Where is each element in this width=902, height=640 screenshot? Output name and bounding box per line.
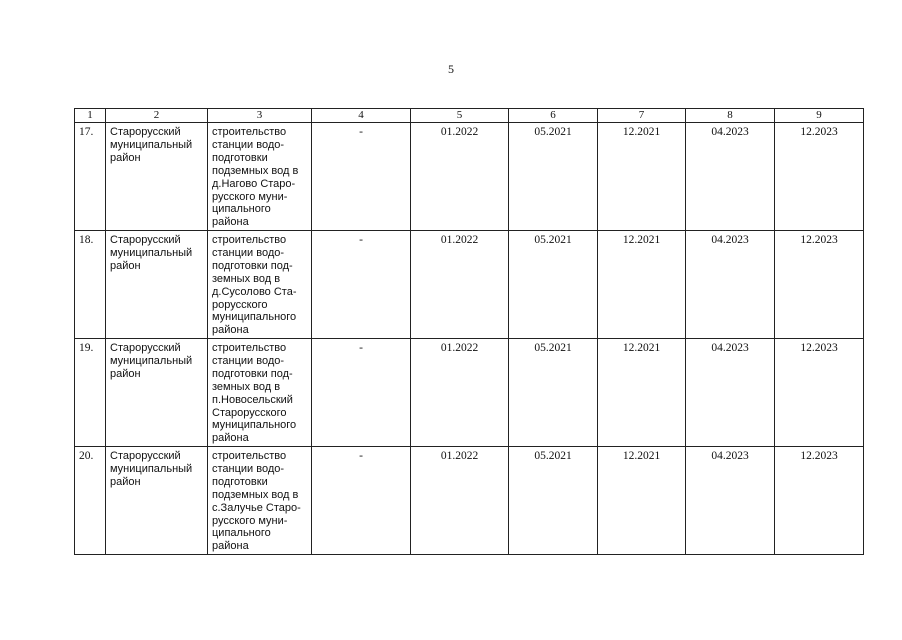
description-cell <box>208 447 312 555</box>
column-6-date: 05.2021 <box>509 447 598 555</box>
description-line: земных вод в <box>212 380 281 393</box>
column-5-date: 01.2022 <box>411 339 509 447</box>
description-line: подготовки под- <box>212 259 293 272</box>
column-header-8: 8 <box>686 109 775 123</box>
column-header-6: 6 <box>509 109 598 123</box>
column-7-date: 12.2021 <box>598 447 686 555</box>
description-line: района <box>212 324 249 337</box>
row-number: 19. <box>75 339 106 447</box>
description-cell <box>208 339 312 447</box>
description-cell <box>208 123 312 231</box>
column-4-cell: - <box>312 231 411 339</box>
description-line: д.Нагово Старо- <box>212 177 296 190</box>
description-line: подготовки <box>212 151 268 164</box>
row-number: 18. <box>75 231 106 339</box>
description-line: станции водо- <box>212 462 285 475</box>
column-header-9: 9 <box>775 109 864 123</box>
region-cell <box>106 123 208 231</box>
table-row <box>75 231 864 339</box>
description-line: строительство <box>212 450 287 462</box>
region-line: район <box>110 259 141 272</box>
table-row <box>75 339 864 447</box>
column-8-date: 04.2023 <box>686 123 775 231</box>
description-line: русского муни- <box>212 514 288 527</box>
description-line: земных вод в <box>212 272 281 285</box>
column-7-date: 12.2021 <box>598 231 686 339</box>
column-9-date: 12.2023 <box>775 231 864 339</box>
description-line: района <box>212 432 249 445</box>
column-9-date: 12.2023 <box>775 447 864 555</box>
row-number: 17. <box>75 123 106 231</box>
region-line: муниципальный <box>110 462 193 475</box>
description-line: муниципального <box>212 419 297 432</box>
column-9-date: 12.2023 <box>775 339 864 447</box>
column-5-date: 01.2022 <box>411 447 509 555</box>
column-6-date: 05.2021 <box>509 231 598 339</box>
page-number: 5 <box>448 62 454 76</box>
region-line: Старорусский <box>110 234 181 246</box>
description-line: с.Залучье Старо- <box>212 501 301 514</box>
region-line: район <box>110 475 141 488</box>
column-header-4: 4 <box>312 109 411 123</box>
column-8-date: 04.2023 <box>686 231 775 339</box>
description-cell <box>208 231 312 339</box>
description-line: строительство <box>212 234 287 246</box>
description-line: подготовки под- <box>212 367 293 380</box>
region-line: муниципальный <box>110 138 193 151</box>
description-line: станции водо- <box>212 138 285 151</box>
description-line: муниципального <box>212 311 297 324</box>
description-line: рорусского <box>212 298 268 311</box>
description-line: Старорусского <box>212 406 287 419</box>
column-5-date: 01.2022 <box>411 231 509 339</box>
column-4-cell: - <box>312 339 411 447</box>
description-line: подземных вод в <box>212 488 299 501</box>
description-line: станции водо- <box>212 246 285 259</box>
header-row <box>75 109 864 123</box>
schedule-table <box>74 108 864 555</box>
description-line: строительство <box>212 126 287 138</box>
table-row <box>75 123 864 231</box>
column-5-date: 01.2022 <box>411 123 509 231</box>
table-row <box>75 447 864 555</box>
column-8-date: 04.2023 <box>686 447 775 555</box>
description-line: ципального <box>212 527 271 540</box>
region-line: район <box>110 151 141 164</box>
column-7-date: 12.2021 <box>598 339 686 447</box>
description-line: строительство <box>212 342 287 354</box>
region-line: Старорусский <box>110 450 181 462</box>
description-line: района <box>212 216 249 229</box>
description-line: п.Новосельский <box>212 393 293 406</box>
row-number: 20. <box>75 447 106 555</box>
column-header-5: 5 <box>411 109 509 123</box>
column-6-date: 05.2021 <box>509 339 598 447</box>
region-line: Старорусский <box>110 342 181 354</box>
column-4-cell: - <box>312 123 411 231</box>
region-cell <box>106 447 208 555</box>
column-header-2: 2 <box>106 109 208 123</box>
column-4-cell: - <box>312 447 411 555</box>
column-7-date: 12.2021 <box>598 123 686 231</box>
region-cell <box>106 231 208 339</box>
column-6-date: 05.2021 <box>509 123 598 231</box>
region-line: муниципальный <box>110 246 193 259</box>
description-line: района <box>212 540 249 553</box>
column-8-date: 04.2023 <box>686 339 775 447</box>
region-line: район <box>110 367 141 380</box>
region-line: муниципальный <box>110 354 193 367</box>
description-line: подземных вод в <box>212 164 299 177</box>
region-line: Старорусский <box>110 126 181 138</box>
description-line: русского муни- <box>212 190 288 203</box>
description-line: подготовки <box>212 475 268 488</box>
region-cell <box>106 339 208 447</box>
column-header-1: 1 <box>75 109 106 123</box>
column-9-date: 12.2023 <box>775 123 864 231</box>
description-line: ципального <box>212 203 271 216</box>
description-line: д.Сусолово Ста- <box>212 285 297 298</box>
column-header-7: 7 <box>598 109 686 123</box>
description-line: станции водо- <box>212 354 285 367</box>
column-header-3: 3 <box>208 109 312 123</box>
